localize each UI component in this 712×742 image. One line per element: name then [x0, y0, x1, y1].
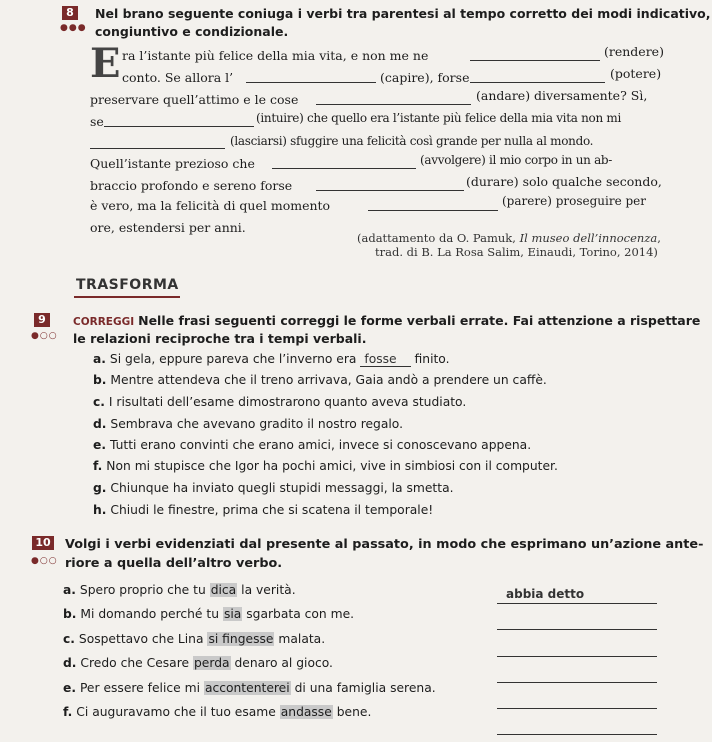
- passage-line: ra l’istante più felice della mia vita, e non me ne: [122, 48, 429, 63]
- exercise-8-instruction-cont: congiuntivo e condizionale.: [95, 24, 289, 39]
- section-title: TRASFORMA: [76, 277, 179, 293]
- difficulty-dots: ●●●: [60, 23, 87, 33]
- list-item: e. Tutti erano convinti che erano amici, invece si conoscevano appena.: [93, 438, 532, 452]
- answer-line[interactable]: [497, 629, 657, 630]
- verb-hint: (lasciarsi) sfuggire una felicità così grande per nulla al mondo.: [230, 134, 594, 148]
- exercise-9-number: 9: [34, 313, 50, 327]
- list-item: g. Chiunque ha inviato quegli stupidi messaggi, la smetta.: [93, 481, 454, 495]
- answer-fill[interactable]: fosse: [360, 352, 410, 367]
- passage-line: conto. Se allora l’: [122, 70, 234, 85]
- verb-hint: (rendere): [604, 44, 664, 59]
- difficulty-dots: ●○○: [31, 556, 58, 566]
- exercise-10-instruction-cont: riore a quella dell’altro verbo.: [65, 556, 283, 571]
- list-item: c. Sospettavo che Lina si fingesse malata.: [63, 632, 326, 646]
- verb-hint: (durare) solo qualche secondo,: [466, 174, 662, 189]
- list-item: d. Credo che Cesare perda denaro al gioco.: [63, 656, 333, 670]
- highlighted-verb: si fingesse: [208, 632, 274, 646]
- answer-line[interactable]: [497, 656, 657, 657]
- section-underline: [74, 296, 180, 298]
- blank-line[interactable]: [246, 82, 376, 83]
- exercise-8-instruction: Nel brano seguente coniuga i verbi tra parentesi al tempo corretto dei modi indicativo,: [95, 6, 711, 21]
- verb-hint: (parere) proseguire per: [502, 194, 647, 208]
- passage-line: preservare quell’attimo e le cose: [90, 92, 299, 107]
- blank-line[interactable]: [90, 148, 225, 149]
- list-item: b. Mi domando perché tu sia sgarbata con me.: [63, 607, 355, 621]
- list-item: f. Non mi stupisce che Igor ha pochi amici, vive in simbiosi con il computer.: [93, 459, 558, 473]
- drop-cap: E: [90, 40, 121, 87]
- blank-line[interactable]: [104, 126, 254, 127]
- list-item: b. Mentre attendeva che il treno arrivava, Gaia andò a prendere un caffè.: [93, 373, 547, 387]
- answer-fill[interactable]: abbia detto: [506, 587, 585, 601]
- passage-line: ore, estendersi per anni.: [90, 220, 246, 235]
- verb-hint: (capire), forse: [380, 70, 470, 85]
- exercise-8-number: 8: [62, 6, 78, 20]
- exercise-10-number: 10: [32, 536, 54, 550]
- blank-line[interactable]: [470, 82, 605, 83]
- list-item: f. Ci auguravamo che il tuo esame andasse bene.: [63, 705, 372, 719]
- source-citation-line-2: trad. di B. La Rosa Salim, Einaudi, Torino, 2014): [375, 245, 658, 259]
- highlighted-verb: andasse: [280, 705, 332, 719]
- verb-hint: (potere): [610, 66, 662, 81]
- exercise-9-instruction-cont: le relazioni reciproche tra i tempi verbali.: [73, 331, 367, 346]
- passage-line: Quell’istante prezioso che: [90, 156, 255, 171]
- blank-line[interactable]: [368, 210, 498, 211]
- list-item: a. Si gela, eppure pareva che l’inverno era fosse finito.: [93, 352, 450, 366]
- highlighted-verb: dica: [210, 583, 237, 597]
- blank-line[interactable]: [272, 168, 416, 169]
- list-item: h. Chiudi le finestre, prima che si scatena il temporale!: [93, 503, 434, 517]
- verb-hint: (avvolgere) il mio corpo in un ab-: [420, 153, 613, 167]
- highlighted-verb: accontenterei: [204, 681, 290, 695]
- answer-line[interactable]: [497, 734, 657, 735]
- highlighted-verb: sia: [223, 607, 242, 621]
- exercise-10-instruction: Volgi i verbi evidenziati dal presente al passato, in modo che esprimano un’azione ante-: [65, 537, 704, 552]
- blank-line[interactable]: [316, 190, 464, 191]
- verb-hint: (intuire) che quello era l’istante più felice della mia vita non mi: [256, 111, 622, 125]
- passage-line: braccio profondo e sereno forse: [90, 178, 293, 193]
- list-item: e. Per essere felice mi accontenterei di una famiglia serena.: [63, 681, 436, 695]
- source-citation: (adattamento da O. Pamuk, Il museo dell’innocenza,: [357, 231, 661, 245]
- blank-line[interactable]: [470, 60, 600, 61]
- passage-line: se: [90, 114, 104, 129]
- exercise-9-instruction: CORREGGI Nelle frasi seguenti correggi le forme verbali errate. Fai attenzione a rispettare: [73, 313, 701, 328]
- list-item: a. Spero proprio che tu dica la verità.: [63, 583, 296, 597]
- list-item: d. Sembrava che avevano gradito il nostro regalo.: [93, 417, 404, 431]
- answer-line[interactable]: [497, 682, 657, 683]
- highlighted-verb: perda: [193, 656, 230, 670]
- answer-line[interactable]: [497, 708, 657, 709]
- answer-line[interactable]: [497, 603, 657, 604]
- difficulty-dots: ●○○: [31, 331, 58, 341]
- list-item: c. I risultati dell’esame dimostrarono quanto aveva studiato.: [93, 395, 467, 409]
- passage-line: è vero, ma la felicità di quel momento: [90, 198, 331, 213]
- verb-hint: (andare) diversamente? Sì,: [476, 88, 648, 103]
- blank-line[interactable]: [316, 104, 471, 105]
